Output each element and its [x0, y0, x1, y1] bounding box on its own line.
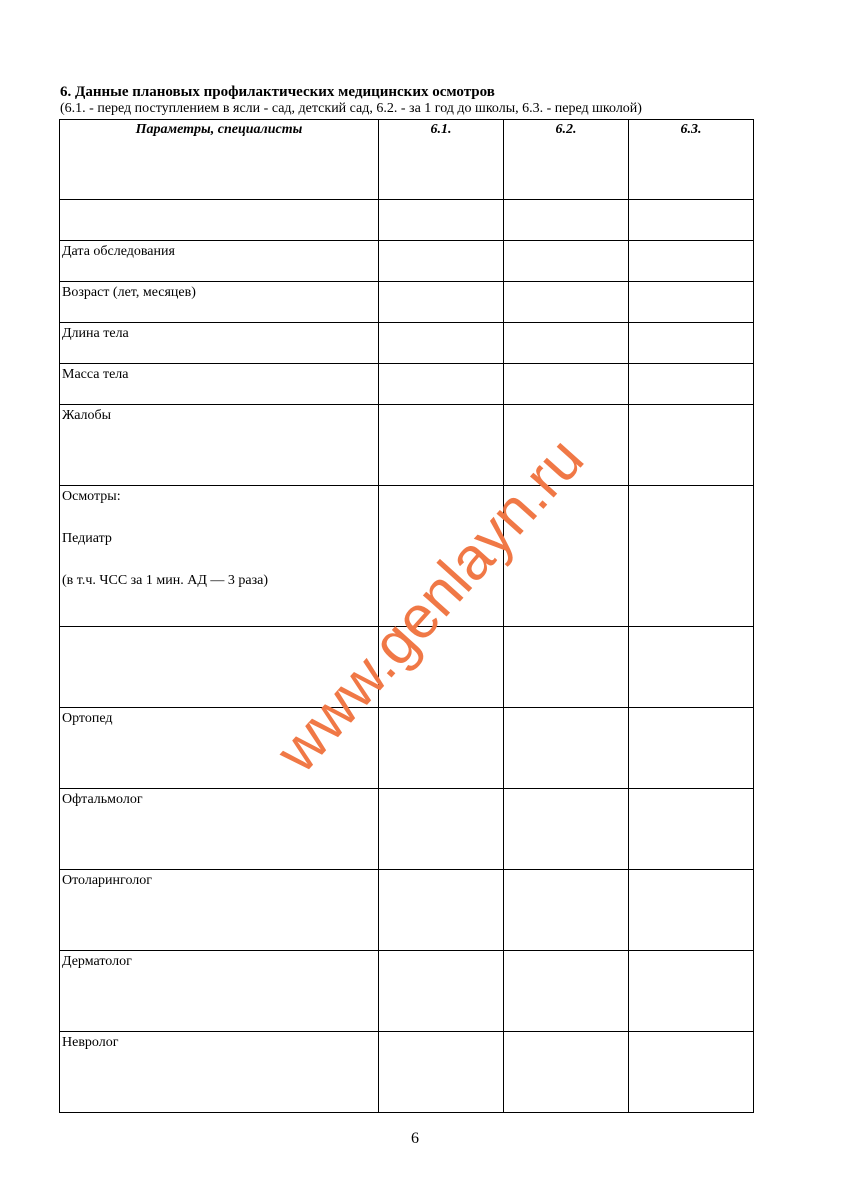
table-row	[60, 708, 754, 789]
value-cell-6-3[interactable]	[629, 405, 754, 486]
watermark: www.genlayn.ru	[263, 424, 597, 785]
value-cell-6-3[interactable]	[629, 323, 754, 364]
value-cell-6-2[interactable]	[504, 200, 629, 241]
parameter-label: Педиатр	[62, 531, 112, 546]
table-row	[60, 486, 754, 627]
value-cell-6-1[interactable]	[379, 708, 504, 789]
table-row	[60, 241, 754, 282]
value-cell-6-3[interactable]	[629, 200, 754, 241]
parameter-label: Дата обследования	[62, 244, 175, 259]
parameter-cell	[60, 241, 379, 282]
value-cell-6-2[interactable]	[504, 323, 629, 364]
parameter-label: Ортопед	[62, 711, 113, 726]
table-row	[60, 627, 754, 708]
parameter-label: Дерматолог	[62, 954, 132, 969]
value-cell-6-1[interactable]	[379, 241, 504, 282]
value-cell-6-1[interactable]	[379, 789, 504, 870]
table-body	[60, 200, 754, 1113]
page-number: 6	[411, 1130, 419, 1147]
parameter-cell	[60, 1032, 379, 1113]
parameter-label: Масса тела	[62, 367, 129, 382]
parameter-cell	[60, 870, 379, 951]
value-cell-6-2[interactable]	[504, 870, 629, 951]
table-row	[60, 1032, 754, 1113]
value-cell-6-3[interactable]	[629, 789, 754, 870]
value-cell-6-3[interactable]	[629, 486, 754, 627]
value-cell-6-2[interactable]	[504, 364, 629, 405]
table-row	[60, 870, 754, 951]
value-cell-6-1[interactable]	[379, 627, 504, 708]
value-cell-6-3[interactable]	[629, 870, 754, 951]
value-cell-6-3[interactable]	[629, 241, 754, 282]
value-cell-6-2[interactable]	[504, 1032, 629, 1113]
table-row	[60, 200, 754, 241]
section-title: 6. Данные плановых профилактических медицинских осмотров	[60, 84, 495, 100]
table-row	[60, 282, 754, 323]
value-cell-6-2[interactable]	[504, 789, 629, 870]
parameter-label: Жалобы	[62, 408, 112, 423]
parameter-cell	[60, 323, 379, 364]
value-cell-6-1[interactable]	[379, 282, 504, 323]
value-cell-6-2[interactable]	[504, 486, 629, 627]
parameter-cell	[60, 200, 379, 241]
table-row	[60, 789, 754, 870]
column-header-6-3: 6.3.	[629, 120, 754, 200]
parameter-cell	[60, 405, 379, 486]
value-cell-6-3[interactable]	[629, 951, 754, 1032]
value-cell-6-3[interactable]	[629, 364, 754, 405]
value-cell-6-1[interactable]	[379, 323, 504, 364]
exam-table	[59, 119, 754, 1113]
value-cell-6-2[interactable]	[504, 241, 629, 282]
parameter-cell	[60, 627, 379, 708]
parameter-cell	[60, 789, 379, 870]
value-cell-6-2[interactable]	[504, 405, 629, 486]
table-row	[60, 951, 754, 1032]
parameter-cell	[60, 951, 379, 1032]
value-cell-6-2[interactable]	[504, 951, 629, 1032]
value-cell-6-3[interactable]	[629, 1032, 754, 1113]
parameter-cell	[60, 486, 379, 627]
parameter-label: Невролог	[62, 1035, 119, 1050]
value-cell-6-1[interactable]	[379, 486, 504, 627]
parameter-cell	[60, 282, 379, 323]
parameter-label: Офтальмолог	[62, 792, 143, 807]
value-cell-6-2[interactable]	[504, 282, 629, 323]
value-cell-6-3[interactable]	[629, 627, 754, 708]
table-header-row	[60, 120, 754, 200]
table-row	[60, 364, 754, 405]
column-header-6-2: 6.2.	[504, 120, 629, 200]
value-cell-6-1[interactable]	[379, 870, 504, 951]
column-header-parameters: Параметры, специалисты	[60, 120, 379, 200]
value-cell-6-2[interactable]	[504, 708, 629, 789]
parameter-label: Возраст (лет, месяцев)	[62, 285, 196, 300]
column-header-6-1: 6.1.	[379, 120, 504, 200]
value-cell-6-1[interactable]	[379, 951, 504, 1032]
table-row	[60, 323, 754, 364]
parameter-cell	[60, 708, 379, 789]
table-row	[60, 405, 754, 486]
parameter-cell	[60, 364, 379, 405]
parameter-label: (в т.ч. ЧСС за 1 мин. АД — 3 раза)	[62, 573, 269, 588]
parameter-label: Длина тела	[62, 326, 129, 341]
section-subtitle: (6.1. - перед поступлением в ясли - сад, детский сад, 6.2. - за 1 год до школы, 6.3. - перед школой)	[60, 101, 642, 116]
value-cell-6-2[interactable]	[504, 627, 629, 708]
parameter-label: Отоларинголог	[62, 873, 152, 888]
value-cell-6-3[interactable]	[629, 282, 754, 323]
value-cell-6-1[interactable]	[379, 1032, 504, 1113]
value-cell-6-1[interactable]	[379, 364, 504, 405]
parameter-label: Осмотры:	[62, 489, 121, 504]
value-cell-6-3[interactable]	[629, 708, 754, 789]
value-cell-6-1[interactable]	[379, 405, 504, 486]
value-cell-6-1[interactable]	[379, 200, 504, 241]
